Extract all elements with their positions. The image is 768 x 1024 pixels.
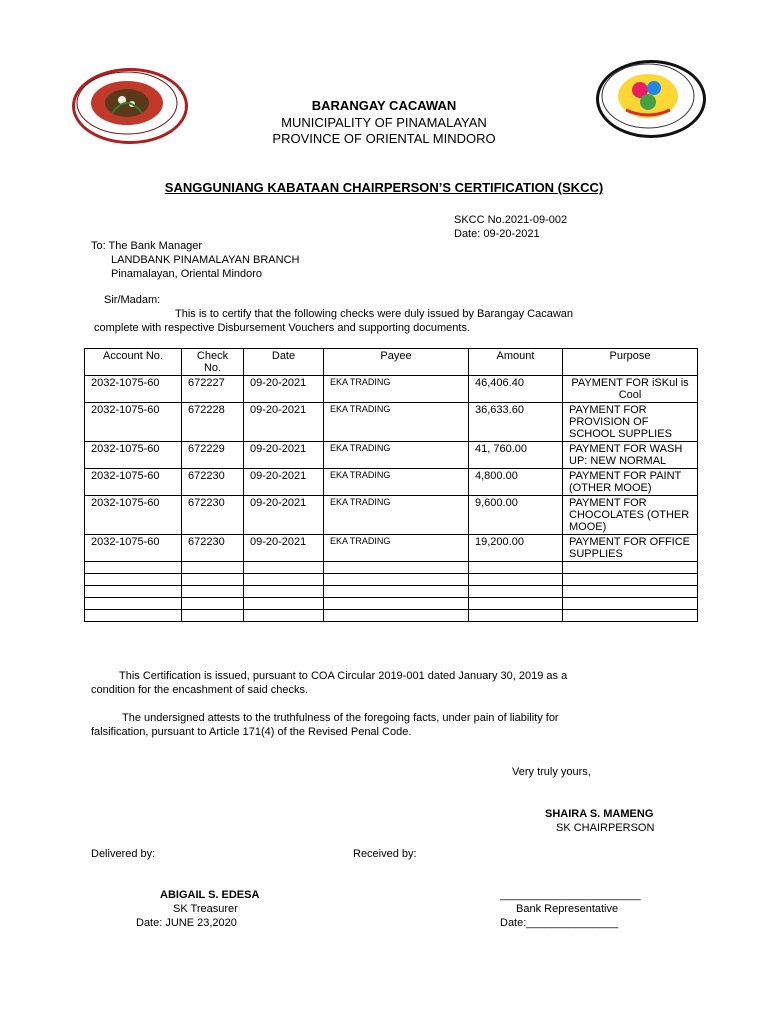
municipality-name: MUNICIPALITY OF PINAMALAYAN [281,115,487,130]
salutation: Sir/Madam: [104,294,161,306]
table-header-row [85,349,698,376]
cell-account: 2032-1075-60 [85,376,182,403]
intro-line-1: This is to certify that the following checks were duly issued by Barangay Cacawan [175,308,574,320]
intro-line-2: complete with respective Disbursement Vouchers and supporting documents. [94,322,471,334]
bank-rep-title: Bank Representative [516,903,619,915]
cell-date: 09-20-2021 [244,496,324,535]
cell-amount: 46,406.40 [469,376,563,403]
cell-amount: 19,200.00 [469,535,563,562]
cell-purpose: PAYMENT FOR iSKul is Cool [563,376,698,403]
cell-date: 09-20-2021 [244,469,324,496]
cell-account: 2032-1075-60 [85,469,182,496]
cell-amount: 4,800.00 [469,469,563,496]
treasurer-title: SK Treasurer [173,903,238,915]
table-row [85,442,698,469]
province-name: PROVINCE OF ORIENTAL MINDORO [272,131,496,146]
cell-check: 672227 [182,376,244,403]
delivered-by-label: Delivered by: [91,848,156,860]
table-row-empty [85,598,698,610]
cell-payee: EKA TRADING [324,535,469,562]
header-check: Check No. [182,349,244,376]
cell-payee: EKA TRADING [324,442,469,469]
closing: Very truly yours, [512,766,591,778]
table-row-empty [85,610,698,622]
cell-purpose: PAYMENT FOR PAINT (OTHER MOOE) [563,469,698,496]
cell-account: 2032-1075-60 [85,442,182,469]
cell-payee: EKA TRADING [324,376,469,403]
signatory-title: SK CHAIRPERSON [556,822,655,834]
para2-line-2: falsification, pursuant to Article 171(4) of the Revised Penal Code. [91,726,412,738]
table-row [85,403,698,442]
cell-account: 2032-1075-60 [85,535,182,562]
treasurer-name: ABIGAIL S. EDESA [160,889,260,901]
cell-payee: EKA TRADING [324,496,469,535]
addressee-to: To: The Bank Manager [91,240,203,252]
cell-amount: 36,633.60 [469,403,563,442]
skcc-number: SKCC No.2021-09-002 [454,214,568,226]
table-row [85,469,698,496]
cell-purpose: PAYMENT FOR CHOCOLATES (OTHER MOOE) [563,496,698,535]
cell-check: 672230 [182,469,244,496]
cell-date: 09-20-2021 [244,376,324,403]
cell-check: 672230 [182,535,244,562]
cell-payee: EKA TRADING [324,403,469,442]
cell-purpose: PAYMENT FOR PROVISION OF SCHOOL SUPPLIES [563,403,698,442]
table-row-empty [85,574,698,586]
signatory-name: SHAIRA S. MAMENG [545,808,654,820]
table-row [85,535,698,562]
table-row-empty [85,562,698,574]
header-amount: Amount [469,349,563,376]
cell-account: 2032-1075-60 [85,403,182,442]
treasurer-date: Date: JUNE 23,2020 [136,917,237,929]
cell-check: 672229 [182,442,244,469]
checks-table [84,348,698,622]
addressee-location: Pinamalayan, Oriental Mindoro [111,268,263,280]
cell-amount: 9,600.00 [469,496,563,535]
barangay-name: BARANGAY CACAWAN [311,98,457,113]
cell-check: 672228 [182,403,244,442]
addressee-bank: LANDBANK PINAMALAYAN BRANCH [111,254,300,266]
para1-line-1: This Certification is issued, pursuant to COA Circular 2019-001 dated January 30, 2019 as a [119,670,568,682]
cell-amount: 41, 760.00 [469,442,563,469]
cell-payee: EKA TRADING [324,469,469,496]
cell-date: 09-20-2021 [244,403,324,442]
header-payee: Payee [324,349,469,376]
cell-check: 672230 [182,496,244,535]
para2-line-1: The undersigned attests to the truthfulness of the foregoing facts, under pain of liability for [122,712,559,724]
skcc-date: Date: 09-20-2021 [454,228,540,240]
cell-date: 09-20-2021 [244,442,324,469]
table-row [85,376,698,403]
cell-purpose: PAYMENT FOR OFFICE SUPPLIES [563,535,698,562]
table-row [85,496,698,535]
document-title: SANGGUNIANG KABATAAN CHAIRPERSON’S CERTIFICATION (SKCC) [164,180,604,195]
bank-rep-signature-line: _______________________ [500,889,641,901]
header-purpose: Purpose [563,349,698,376]
bank-rep-date: Date:_______________ [500,917,619,929]
header-account: Account No. [85,349,182,376]
cell-purpose: PAYMENT FOR WASH UP: NEW NORMAL [563,442,698,469]
cell-account: 2032-1075-60 [85,496,182,535]
table-row-empty [85,586,698,598]
header-date: Date [244,349,324,376]
cell-date: 09-20-2021 [244,535,324,562]
received-by-label: Received by: [353,848,417,860]
para1-line-2: condition for the encashment of said checks. [91,684,309,696]
